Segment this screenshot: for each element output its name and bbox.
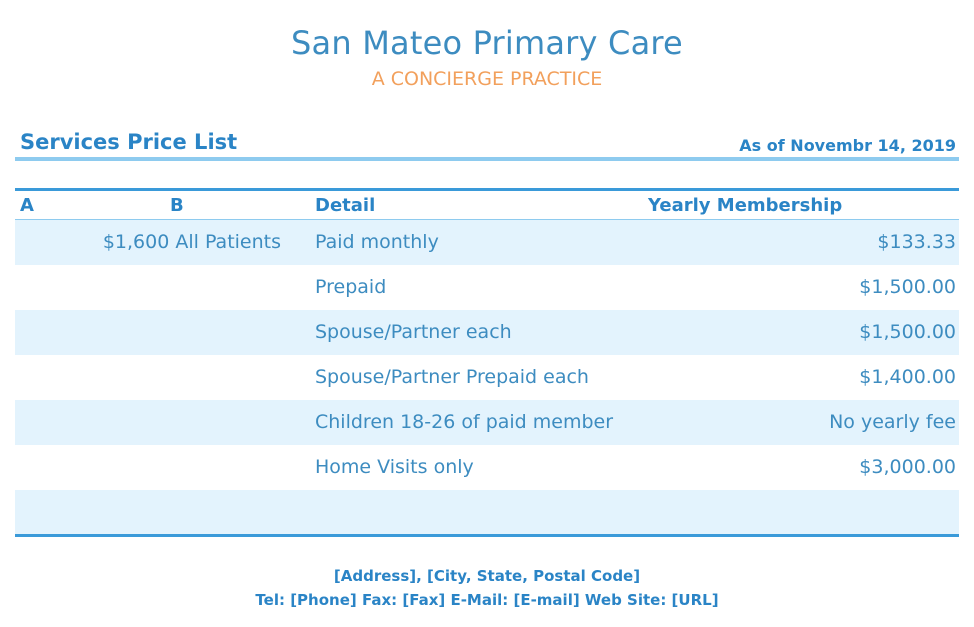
row-detail: Children 18-26 of paid member [315, 411, 614, 433]
table-row [15, 265, 959, 310]
row-fee: No yearly fee [829, 411, 956, 433]
row-fee: $1,400.00 [859, 366, 956, 388]
footer-contact: Tel: [Phone] Fax: [Fax] E-Mail: [E-mail] Web Site: [URL] [255, 591, 719, 609]
row-fee: $1,500.00 [859, 321, 956, 343]
table-top-rule [15, 188, 959, 191]
row-group-label: $1,600 All Patients [102, 231, 281, 253]
footer-address: [Address], [City, State, Postal Code] [333, 567, 641, 585]
column-header-detail: Detail [315, 195, 376, 216]
row-detail: Home Visits only [315, 456, 474, 478]
row-fee: $1,500.00 [859, 276, 956, 298]
table-row [15, 355, 959, 400]
row-fee: $3,000.00 [859, 456, 956, 478]
table-bottom-rule [15, 534, 959, 537]
row-detail: Paid monthly [315, 231, 439, 253]
table-row [15, 400, 959, 445]
row-fee: $133.33 [877, 231, 956, 253]
column-header-yearly-membership: Yearly Membership [648, 195, 843, 216]
row-detail: Spouse/Partner Prepaid each [315, 366, 589, 388]
table-row [15, 490, 959, 535]
table-row [15, 310, 959, 355]
column-header-a: A [20, 195, 34, 216]
row-detail: Prepaid [315, 276, 387, 298]
price-list-title: Services Price List [20, 130, 238, 154]
table-row [15, 445, 959, 490]
column-header-b: B [170, 195, 184, 216]
table-row [15, 220, 959, 265]
practice-name: San Mateo Primary Care [291, 24, 683, 62]
row-detail: Spouse/Partner each [315, 321, 512, 343]
title-underline [15, 157, 959, 161]
as-of-date: As of Novembr 14, 2019 [739, 136, 956, 155]
practice-tagline: A CONCIERGE PRACTICE [371, 68, 603, 90]
